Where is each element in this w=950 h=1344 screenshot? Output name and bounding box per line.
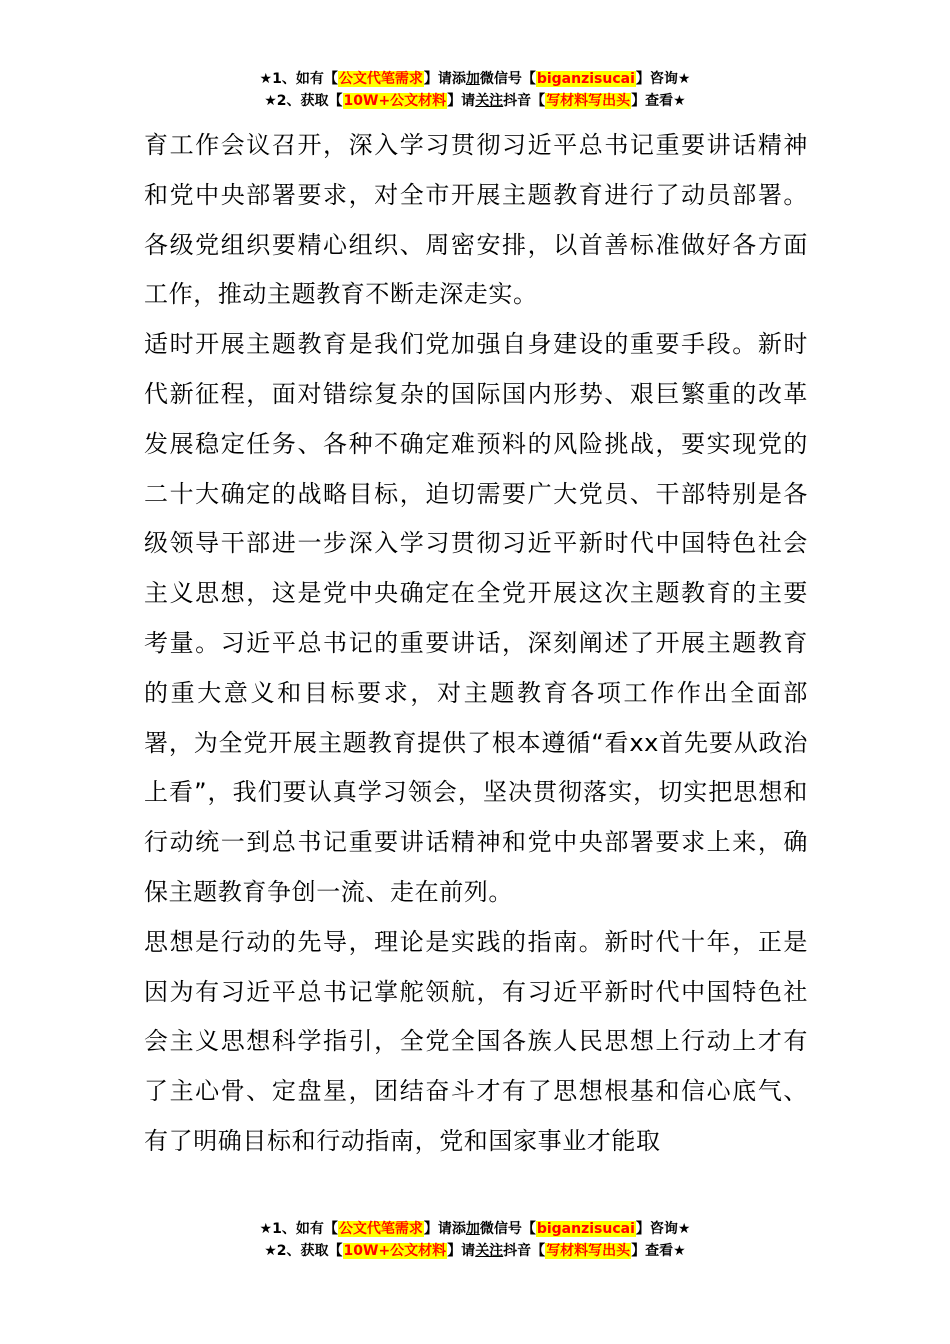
banner-text: 加 bbox=[465, 1221, 480, 1237]
banner-text: 关注 bbox=[475, 1243, 504, 1259]
banner-line-2 bbox=[0, 90, 950, 112]
banner-text: 关注 bbox=[475, 93, 504, 109]
banner-text: 】请 bbox=[447, 93, 476, 109]
banner-text: 】咨询★ bbox=[635, 71, 691, 87]
header-banner bbox=[0, 68, 950, 112]
banner-text: 】请 bbox=[447, 1243, 476, 1259]
banner-text: 】请添 bbox=[423, 1221, 466, 1237]
document-body bbox=[144, 121, 808, 1167]
banner-text: 加 bbox=[465, 71, 480, 87]
highlight-service: 公文代笔需求 bbox=[338, 71, 423, 87]
banner-text: 微信号【 bbox=[479, 1221, 536, 1237]
banner-text: 微信号【 bbox=[479, 71, 536, 87]
banner-line-1 bbox=[0, 1218, 950, 1240]
banner-text: 】查看★ bbox=[631, 1243, 686, 1259]
highlight-wechat-id: biganzisucai bbox=[536, 71, 635, 87]
paragraph: 思想是行动的先导，理论是实践的指南。新时代十年，正是因为有习近平总书记掌舵领航，有习近平新时代中国特色社会主义思想科学指引，全党全国各族人民思想上行动上才有了主心骨、定盘星，团结奋斗才有了思想根基和信心底气、有了明确目标和行动指南，党和国家事业才能取 bbox=[144, 927, 808, 1155]
highlight-wechat-id: biganzisucai bbox=[536, 1221, 635, 1237]
banner-text: 】查看★ bbox=[631, 93, 686, 109]
banner-text: ★1、如有【 bbox=[259, 71, 338, 87]
highlight-materials: 10W+公文材料 bbox=[343, 1243, 447, 1259]
banner-text: ★2、获取【 bbox=[264, 93, 343, 109]
highlight-douyin-account: 写材料写出头 bbox=[546, 93, 631, 109]
paragraph: 育工作会议召开，深入学习贯彻习近平总书记重要讲话精神和党中央部署要求，对全市开展主题教育进行了动员部署。各级党组织要精心组织、周密安排，以首善标准做好各方面工作，推动主题教育不断走深走实。 bbox=[144, 131, 808, 309]
highlight-materials: 10W+公文材料 bbox=[343, 93, 447, 109]
highlight-service: 公文代笔需求 bbox=[338, 1221, 423, 1237]
highlight-douyin-account: 写材料写出头 bbox=[546, 1243, 631, 1259]
banner-text: ★1、如有【 bbox=[259, 1221, 338, 1237]
banner-line-1 bbox=[0, 68, 950, 90]
banner-text: 抖音【 bbox=[503, 1243, 546, 1259]
banner-text: 】请添 bbox=[423, 71, 466, 87]
paragraph: 适时开展主题教育是我们党加强自身建设的重要手段。新时代新征程，面对错综复杂的国际国内形势、艰巨繁重的改革发展稳定任务、各种不确定难预料的风险挑战，要实现党的二十大确定的战略目标，迫切需要广大党员、干部特别是各级领导干部进一步深入学习贯彻习近平新时代中国特色社会主义思想，这是党中央确定在全党开展这次主题教育的主要考量。习近平总书记的重要讲话，深刻阐述了开展主题教育的重大意义和目标要求，对主题教育各项工作作出全面部署，为全党开展主题教育提供了根本遵循“看xx首先要从政治上看”，我们要认真学习领会，坚决贯彻落实，切实把思想和行动统一到总书记重要讲话精神和党中央部署要求上来，确保主题教育争创一流、走在前列。 bbox=[144, 330, 808, 906]
banner-line-2 bbox=[0, 1240, 950, 1262]
banner-text: 】咨询★ bbox=[635, 1221, 691, 1237]
banner-text: ★2、获取【 bbox=[264, 1243, 343, 1259]
banner-text: 抖音【 bbox=[503, 93, 546, 109]
footer-banner bbox=[0, 1218, 950, 1262]
